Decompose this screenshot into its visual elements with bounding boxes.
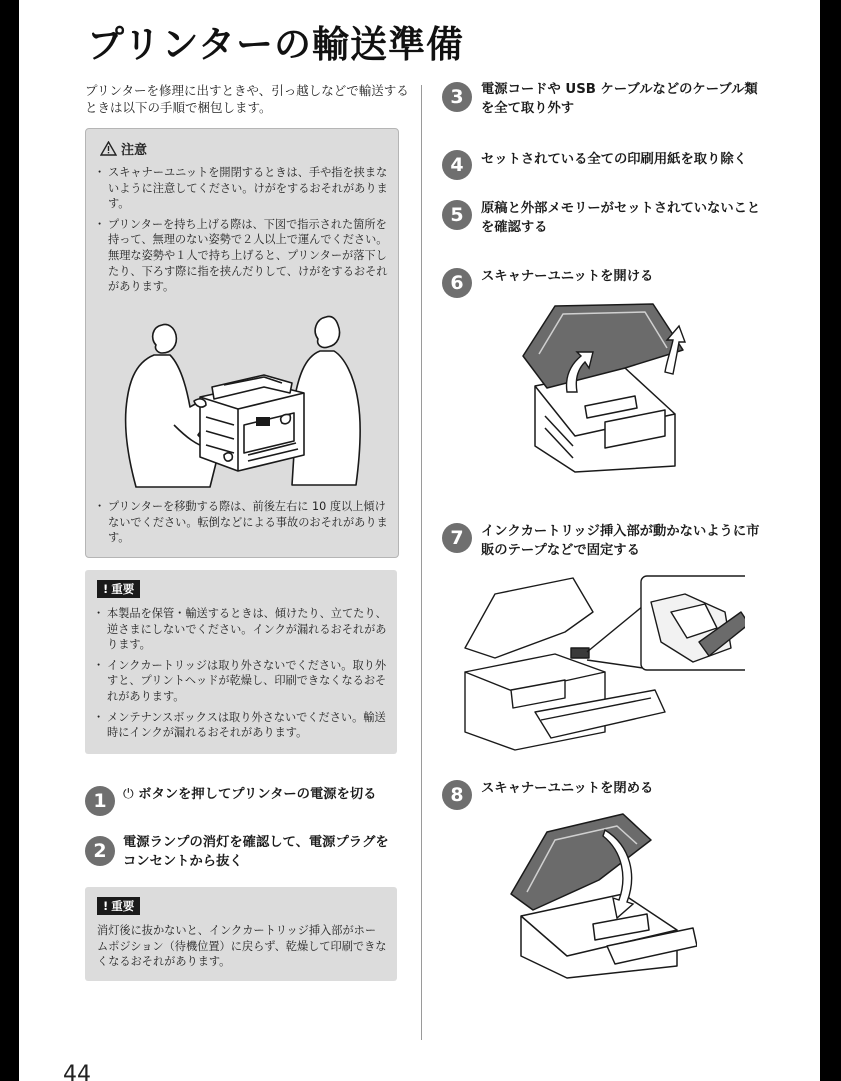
important-box-1 [85, 570, 397, 754]
step-text-4: セットされている全ての印刷用紙を取り除く [481, 152, 747, 167]
caution-box [85, 128, 399, 558]
important-text: 消灯後に抜かないと、インクカートリッジ挿入部がホームポジション（待機位置）に戻らず、乾燥して印刷できなくなるおそれがあります。 [97, 924, 387, 969]
two-people-carrying-printer-illustration [114, 305, 376, 491]
important-badge: ! 重要 [97, 897, 140, 915]
step-text-2: 電源ランプの消灯を確認して、電源プラグをコンセントから抜く [123, 835, 389, 869]
column-divider [421, 85, 422, 1040]
caution-list-2 [96, 499, 388, 551]
list-item: ・ 本製品を保管・輸送するときは、傾けたり、立てたり、逆さまにしないでください。インクが漏れるおそれがあります。 [95, 606, 387, 653]
exclamation-icon: ! [103, 899, 109, 913]
warning-icon [100, 141, 117, 156]
caution-list [96, 165, 388, 300]
step-number-6: 6 [442, 268, 472, 298]
list-item: ・ インクカートリッジは取り外さないでください。取り外すと、プリントヘッドが乾燥し、印刷できなくなるおそれがあります。 [95, 658, 387, 705]
list-item: ・ メンテナンスボックスは取り外さないでください。輸送時にインクが漏れるおそれがあります。 [95, 710, 387, 741]
step-text-3: 電源コードや USB ケーブルなどのケーブル類を全て取り外す [481, 82, 758, 116]
step-number-2: 2 [85, 836, 115, 866]
step-number-8: 8 [442, 780, 472, 810]
exclamation-icon: ! [103, 582, 109, 596]
important-box-2 [85, 887, 397, 981]
list-item: ・ スキャナーユニットを開閉するときは、手や指を挟まないように注意してください。けがをするおそれがあります。 [96, 165, 388, 212]
step-number-5: 5 [442, 200, 472, 230]
caution-label: 注意 [121, 143, 148, 158]
printer-scanner-open-illustration [515, 296, 695, 476]
step-number-4: 4 [442, 150, 472, 180]
important-badge: ! 重要 [97, 580, 140, 598]
manual-page [19, 0, 820, 1081]
step-text-1: ⏻ ボタンを押してプリンターの電源を切る [123, 787, 377, 802]
step-text-6: スキャナーユニットを開ける [481, 269, 654, 284]
important-list [95, 606, 387, 746]
printer-tape-cartridge-illustration [455, 572, 745, 752]
step-text-5: 原稿と外部メモリーがセットされていないことを確認する [481, 201, 761, 235]
page-number: 44 [63, 1062, 91, 1081]
caution-heading [100, 139, 147, 158]
step-text-7: インクカートリッジ挿入部が動かないように市販のテープなどで固定する [481, 524, 760, 558]
list-item: ・ プリンターを移動する際は、前後左右に 10 度以上傾けないでください。転倒などによる事故のおそれがあります。 [96, 499, 388, 546]
list-item: ・ プリンターを持ち上げる際は、下図で指示された箇所を持って、無理のない姿勢で２人以上で運んでください。無理な姿勢や１人で持ち上げると、プリンターが落下したり、下ろす際に指を挟んだりして、けがをするおそれがあります。 [96, 217, 388, 295]
power-icon: ⏻ [123, 787, 134, 802]
page-title: プリンターの輸送準備 [87, 23, 465, 66]
step-number-1: 1 [85, 786, 115, 816]
intro-text: プリンターを修理に出すときや、引っ越しなどで輸送するときは以下の手順で梱包します。 [85, 83, 409, 115]
step-number-7: 7 [442, 523, 472, 553]
step-number-3: 3 [442, 82, 472, 112]
step-text-8: スキャナーユニットを閉める [481, 781, 654, 796]
printer-scanner-close-illustration [507, 806, 697, 981]
